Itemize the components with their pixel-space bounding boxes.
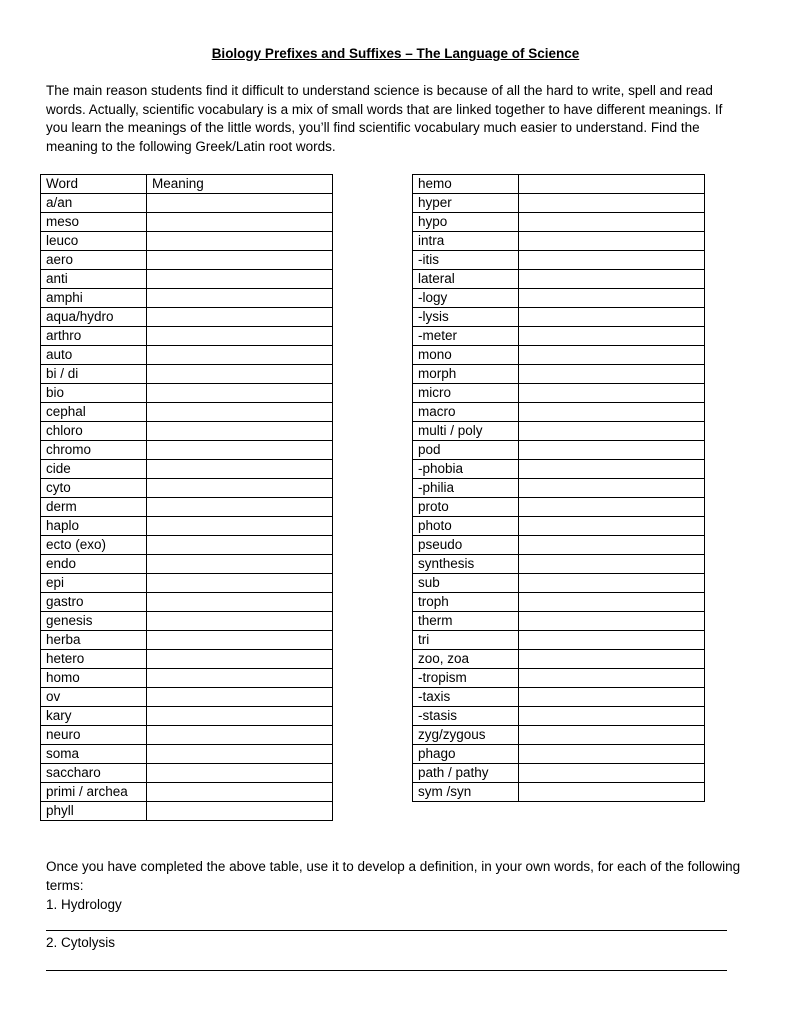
meaning-cell[interactable] — [519, 251, 705, 270]
root-word-cell: troph — [413, 593, 519, 612]
question-hydrology: 1. Hydrology — [46, 897, 122, 912]
root-word-cell: derm — [41, 498, 147, 517]
table-row — [41, 460, 333, 479]
root-word-cell: meso — [41, 213, 147, 232]
table-row — [413, 631, 705, 650]
header-meaning: Meaning — [147, 175, 333, 194]
root-word-cell: -lysis — [413, 308, 519, 327]
meaning-cell[interactable] — [147, 707, 333, 726]
root-word-cell: path / pathy — [413, 764, 519, 783]
meaning-cell[interactable] — [519, 745, 705, 764]
table-row — [41, 593, 333, 612]
root-word-cell: cide — [41, 460, 147, 479]
table-row — [41, 802, 333, 821]
meaning-cell[interactable] — [519, 460, 705, 479]
table-row — [413, 555, 705, 574]
table-row — [413, 650, 705, 669]
root-word-cell: -phobia — [413, 460, 519, 479]
root-word-cell: -taxis — [413, 688, 519, 707]
header-word: Word — [41, 175, 147, 194]
table-row — [41, 270, 333, 289]
root-word-cell: herba — [41, 631, 147, 650]
table-row — [413, 346, 705, 365]
meaning-cell[interactable] — [519, 422, 705, 441]
table-row — [41, 612, 333, 631]
root-word-cell: synthesis — [413, 555, 519, 574]
meaning-cell[interactable] — [519, 289, 705, 308]
meaning-cell[interactable] — [147, 384, 333, 403]
root-word-cell: lateral — [413, 270, 519, 289]
root-word-cell: sym /syn — [413, 783, 519, 802]
root-word-cell: a/an — [41, 194, 147, 213]
root-word-cell: micro — [413, 384, 519, 403]
root-word-cell: saccharo — [41, 764, 147, 783]
meaning-cell[interactable] — [519, 194, 705, 213]
table-row — [41, 232, 333, 251]
root-word-cell: gastro — [41, 593, 147, 612]
table-row — [413, 441, 705, 460]
root-word-cell: cephal — [41, 403, 147, 422]
root-word-cell: anti — [41, 270, 147, 289]
table-row — [41, 403, 333, 422]
meaning-cell[interactable] — [519, 346, 705, 365]
root-word-cell: -tropism — [413, 669, 519, 688]
meaning-cell[interactable] — [147, 422, 333, 441]
meaning-cell[interactable] — [519, 536, 705, 555]
meaning-cell[interactable] — [519, 783, 705, 802]
root-word-cell: chloro — [41, 422, 147, 441]
meaning-cell[interactable] — [147, 688, 333, 707]
root-word-cell: arthro — [41, 327, 147, 346]
meaning-cell[interactable] — [519, 213, 705, 232]
answer-line-hydrology[interactable] — [46, 930, 727, 931]
meaning-cell[interactable] — [519, 631, 705, 650]
table-row — [41, 707, 333, 726]
table-row — [413, 669, 705, 688]
meaning-cell[interactable] — [147, 745, 333, 764]
root-word-cell: -logy — [413, 289, 519, 308]
table-row — [413, 726, 705, 745]
table-row — [41, 441, 333, 460]
meaning-cell[interactable] — [519, 327, 705, 346]
table-row — [41, 574, 333, 593]
root-word-cell: multi / poly — [413, 422, 519, 441]
root-word-cell: hemo — [413, 175, 519, 194]
table-row — [41, 327, 333, 346]
meaning-cell[interactable] — [147, 631, 333, 650]
meaning-cell[interactable] — [147, 289, 333, 308]
instructions-paragraph: Once you have completed the above table, use it to develop a definition, in your own words, for each of the following terms: — [46, 859, 741, 893]
table-row — [41, 384, 333, 403]
meaning-cell[interactable] — [147, 574, 333, 593]
meaning-cell[interactable] — [147, 365, 333, 384]
meaning-cell[interactable] — [147, 802, 333, 821]
root-word-cell: mono — [413, 346, 519, 365]
meaning-cell[interactable] — [519, 270, 705, 289]
meaning-cell[interactable] — [147, 327, 333, 346]
meaning-cell[interactable] — [519, 403, 705, 422]
root-words-table-right — [412, 174, 705, 802]
table-row — [41, 251, 333, 270]
root-word-cell: zoo, zoa — [413, 650, 519, 669]
meaning-cell[interactable] — [147, 650, 333, 669]
table-row — [413, 498, 705, 517]
table-row — [413, 707, 705, 726]
root-word-cell: phago — [413, 745, 519, 764]
meaning-cell[interactable] — [147, 232, 333, 251]
root-word-cell: hyper — [413, 194, 519, 213]
table-row — [41, 536, 333, 555]
root-word-cell: photo — [413, 517, 519, 536]
table-row — [41, 517, 333, 536]
meaning-cell[interactable] — [519, 308, 705, 327]
root-word-cell: pseudo — [413, 536, 519, 555]
table-row — [41, 726, 333, 745]
meaning-cell[interactable] — [519, 365, 705, 384]
table-row — [41, 289, 333, 308]
meaning-cell[interactable] — [519, 384, 705, 403]
meaning-cell[interactable] — [519, 593, 705, 612]
table-row — [413, 593, 705, 612]
root-word-cell: -meter — [413, 327, 519, 346]
table-row — [41, 365, 333, 384]
root-word-cell: morph — [413, 365, 519, 384]
root-word-cell: aero — [41, 251, 147, 270]
root-word-cell: ecto (exo) — [41, 536, 147, 555]
table-row — [413, 517, 705, 536]
root-word-cell: chromo — [41, 441, 147, 460]
root-word-cell: genesis — [41, 612, 147, 631]
intro-paragraph: The main reason students find it difficult to understand science is because of all the hard to write, spell and read words. Actually, scientific vocabulary is a mix of small words that are linked together to have different meanings. If you learn the meanings of the little words, you’ll find scientific vocabulary much easier to understand. Find the meaning to the following Greek/Latin root words. — [46, 83, 723, 154]
meaning-cell[interactable] — [519, 479, 705, 498]
root-word-cell: tri — [413, 631, 519, 650]
table-row — [41, 783, 333, 802]
root-word-cell: hetero — [41, 650, 147, 669]
table-row — [41, 346, 333, 365]
meaning-cell[interactable] — [519, 555, 705, 574]
meaning-cell[interactable] — [147, 251, 333, 270]
table-row — [41, 688, 333, 707]
meaning-cell[interactable] — [519, 441, 705, 460]
page-title: Biology Prefixes and Suffixes – The Language of Science — [211, 46, 580, 61]
table-row — [41, 764, 333, 783]
table-row — [413, 764, 705, 783]
table-row — [41, 669, 333, 688]
meaning-cell[interactable] — [147, 612, 333, 631]
table-row — [413, 270, 705, 289]
root-word-cell: kary — [41, 707, 147, 726]
meaning-cell[interactable] — [147, 308, 333, 327]
root-word-cell: zyg/zygous — [413, 726, 519, 745]
meaning-cell[interactable] — [147, 536, 333, 555]
meaning-cell[interactable] — [147, 783, 333, 802]
table-row — [413, 384, 705, 403]
root-word-cell: phyll — [41, 802, 147, 821]
table-row — [41, 194, 333, 213]
table-row — [413, 783, 705, 802]
meaning-cell[interactable] — [147, 460, 333, 479]
meaning-cell[interactable] — [147, 194, 333, 213]
question-cytolysis: 2. Cytolysis — [46, 935, 116, 950]
table-row — [413, 289, 705, 308]
table-row — [41, 745, 333, 764]
meaning-cell[interactable] — [519, 707, 705, 726]
meaning-cell[interactable] — [519, 669, 705, 688]
root-word-cell: ov — [41, 688, 147, 707]
root-word-cell: sub — [413, 574, 519, 593]
meaning-cell[interactable] — [519, 574, 705, 593]
root-word-cell: neuro — [41, 726, 147, 745]
table-row — [413, 574, 705, 593]
table-row — [413, 213, 705, 232]
meaning-cell[interactable] — [147, 669, 333, 688]
root-word-cell: hypo — [413, 213, 519, 232]
table-row — [413, 745, 705, 764]
meaning-cell[interactable] — [147, 726, 333, 745]
meaning-cell[interactable] — [519, 764, 705, 783]
root-word-cell: amphi — [41, 289, 147, 308]
table-row — [41, 650, 333, 669]
meaning-cell[interactable] — [147, 403, 333, 422]
root-word-cell: haplo — [41, 517, 147, 536]
meaning-cell[interactable] — [519, 726, 705, 745]
meaning-cell[interactable] — [147, 593, 333, 612]
table-row — [413, 479, 705, 498]
table-row — [41, 498, 333, 517]
meaning-cell[interactable] — [519, 175, 705, 194]
table-row — [41, 213, 333, 232]
meaning-cell[interactable] — [147, 213, 333, 232]
meaning-cell[interactable] — [519, 232, 705, 251]
root-word-cell: bi / di — [41, 365, 147, 384]
root-word-cell: endo — [41, 555, 147, 574]
meaning-cell[interactable] — [519, 650, 705, 669]
root-word-cell: -stasis — [413, 707, 519, 726]
table-row — [413, 403, 705, 422]
meaning-cell[interactable] — [147, 346, 333, 365]
root-word-cell: proto — [413, 498, 519, 517]
table-row — [413, 688, 705, 707]
meaning-cell[interactable] — [147, 498, 333, 517]
root-word-cell: cyto — [41, 479, 147, 498]
table-row — [413, 251, 705, 270]
root-word-cell: epi — [41, 574, 147, 593]
table-row — [41, 631, 333, 650]
answer-line-cytolysis[interactable] — [46, 970, 727, 971]
root-word-cell: auto — [41, 346, 147, 365]
table-header-row — [41, 175, 333, 194]
table-row — [413, 460, 705, 479]
root-word-cell: therm — [413, 612, 519, 631]
meaning-cell[interactable] — [519, 498, 705, 517]
table-row — [413, 422, 705, 441]
table-row — [413, 536, 705, 555]
meaning-cell[interactable] — [147, 555, 333, 574]
meaning-cell[interactable] — [519, 612, 705, 631]
root-word-cell: intra — [413, 232, 519, 251]
table-row — [413, 232, 705, 251]
meaning-cell[interactable] — [519, 517, 705, 536]
table-row — [413, 327, 705, 346]
table-row — [413, 365, 705, 384]
table-row — [413, 194, 705, 213]
root-word-cell: -philia — [413, 479, 519, 498]
table-row — [413, 612, 705, 631]
meaning-cell[interactable] — [147, 270, 333, 289]
table-row — [41, 479, 333, 498]
table-row — [413, 175, 705, 194]
root-word-cell: -itis — [413, 251, 519, 270]
root-word-cell: primi / archea — [41, 783, 147, 802]
root-word-cell: soma — [41, 745, 147, 764]
meaning-cell[interactable] — [147, 517, 333, 536]
root-word-cell: bio — [41, 384, 147, 403]
meaning-cell[interactable] — [147, 479, 333, 498]
root-word-cell: homo — [41, 669, 147, 688]
table-row — [41, 308, 333, 327]
root-word-cell: pod — [413, 441, 519, 460]
meaning-cell[interactable] — [147, 441, 333, 460]
table-row — [41, 422, 333, 441]
root-words-table-left — [40, 174, 333, 821]
meaning-cell[interactable] — [519, 688, 705, 707]
table-row — [41, 555, 333, 574]
meaning-cell[interactable] — [147, 764, 333, 783]
root-word-cell: leuco — [41, 232, 147, 251]
table-row — [413, 308, 705, 327]
root-word-cell: macro — [413, 403, 519, 422]
root-word-cell: aqua/hydro — [41, 308, 147, 327]
